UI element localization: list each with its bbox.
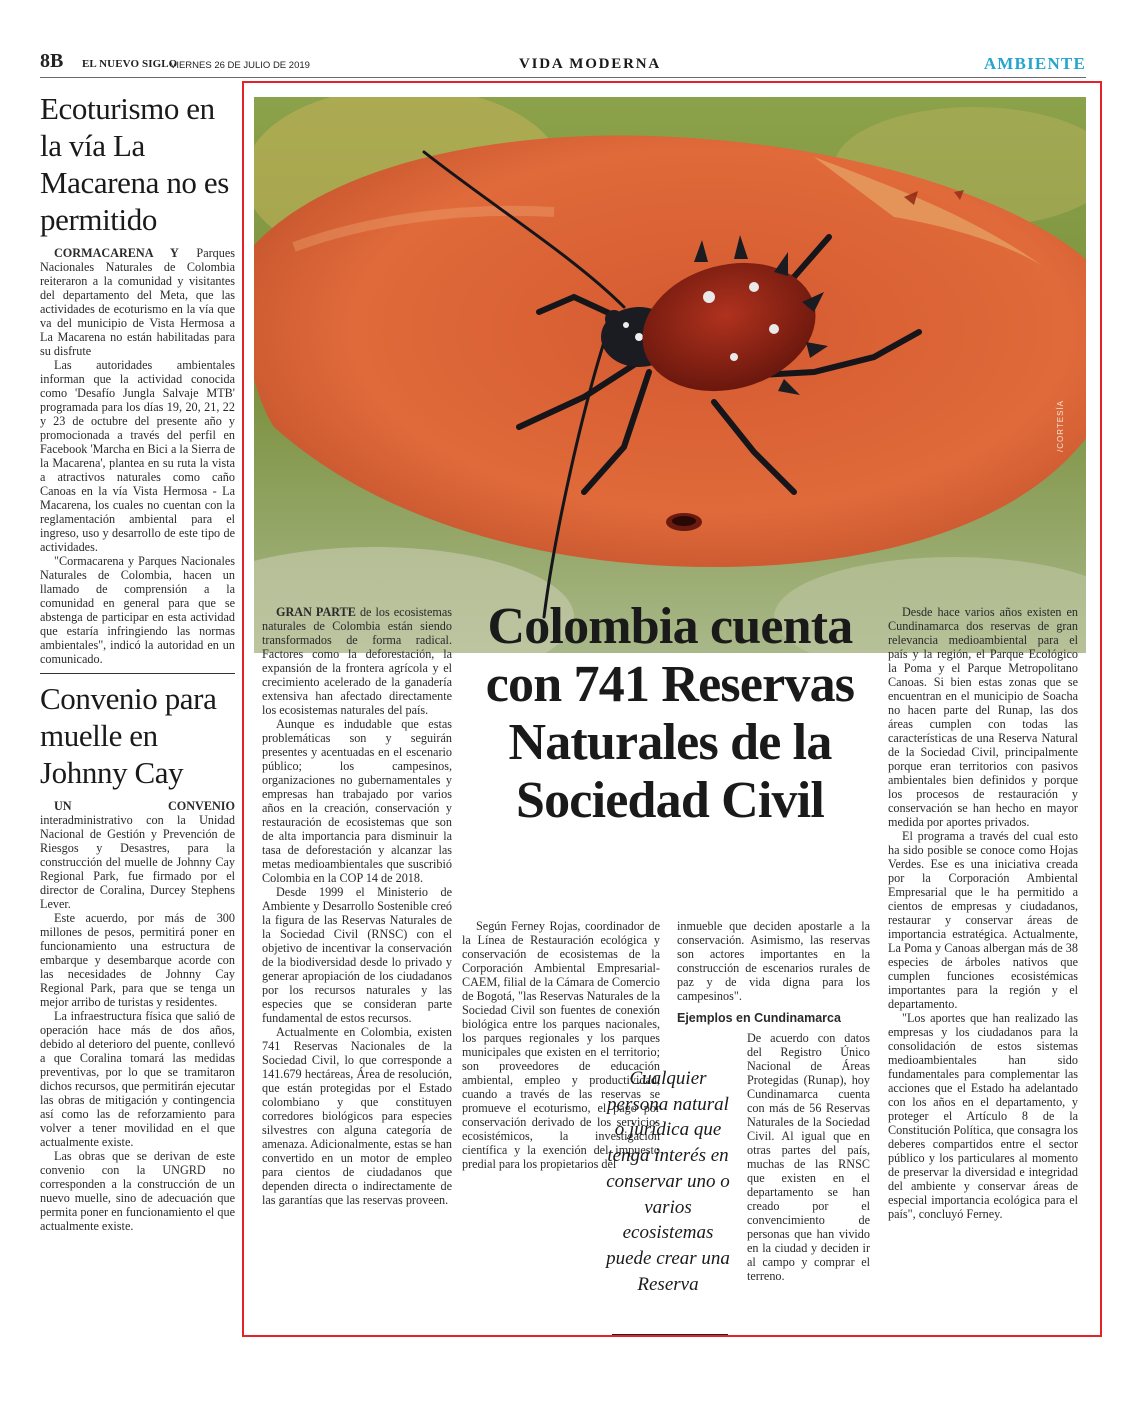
story-paragraph: inmueble que deciden apostarle a la conservación. Asimismo, las reservas son actores importantes en la construcción de escenarios rurales de paz y de vida digna para los campesinos". xyxy=(677,919,870,1003)
story-divider xyxy=(40,673,235,674)
story-paragraph: Desde 1999 el Ministerio de Ambiente y Desarrollo Sostenible creó la figura de las Reservas Naturales de la Sociedad Civil (RNSC) con el objetivo de incentivar la conservación de la biodiversidad desde lo privado y generar apropiación de los ciudadanos por los recursos naturales y las especies que se consideran parte fundamental de estos recursos. xyxy=(262,885,452,1025)
story-paragraph: El programa a través del cual esto ha sido posible se conoce como Hojas Verdes. Ese es una iniciativa creada por la Corporación Ambiental Empresarial que le ha permitido a cientos de empresas y ciudadanos, restaurar y conservar áreas de importancia estratégica. Actualmente, La Poma y Canoas albergan más de 38 especies de árboles nativos que cumplen funciones ecosistémicas importantes para la región y el departamento. xyxy=(888,829,1078,1011)
paragraph-text: Parques Nacionales Naturales de Colombia reiteraron a la comunidad y visitantes del departamento del Meta, que las actividades de ecoturismo en la vía que va del municipio de Vista Hermosa a La Macarena no están habilitadas para su disfrute xyxy=(40,246,236,358)
story-paragraph xyxy=(40,246,235,358)
story-paragraph: Este acuerdo, por más de 300 millones de pesos, permitirá poner en funcionamiento una estructura de embarque y desembarque acorde con las necesidades de Johnny Cay Regional Park, para que se tenga un mejor arribo de turistas y residentes. xyxy=(40,911,235,1009)
page-number: 8B xyxy=(40,50,64,72)
paragraph-text: de los ecosistemas naturales de Colombia están siendo transformados de forma radical. Factores como la deforestación, la expansión de la frontera agrícola y el crecimiento acelerado de la ganadería extensiva han afectado directamente los ecosistemas naturales del país. xyxy=(262,605,452,717)
pull-quote: Cualquier persona natural o jurídica que tenga interés en conservar uno o varios ecosistemas puede crear una Reserva xyxy=(606,1068,730,1295)
story-paragraph: Las obras que se derivan de este convenio con la UNGRD no corresponden a la construcción de un nuevo muelle, sino de adecuación que permita poner en funcionamiento el que actualmente existe. xyxy=(40,1149,235,1233)
issue-date: VIERNES 26 DE JULIO DE 2019 xyxy=(170,60,310,71)
masthead xyxy=(40,52,1086,78)
lead-in: UN CONVENIO xyxy=(54,799,235,813)
pull-quote-rule xyxy=(612,1334,728,1335)
story-paragraph: Actualmente en Colombia, existen 741 Reservas Nacionales de la Sociedad Civil, lo que corresponde a 141.679 hectáreas, Área de resolución, que están protegidas por el Estado colombiano y que constituyen corredores biológicos para especies silvestres con alguna categoría de amenaza. Adicionalmente, estas se han convertido en un motor de empleo para cientos de ciudadanos que dependen directa o indirectamente de las garantías que las reservas proveen. xyxy=(262,1025,452,1207)
story-paragraph: "Los aportes que han realizado las empresas y los ciudadanos para la consolidación de estos sistemas medioambientales han sido fundamentales para complementar las acciones que el Estado ha adelantado con los años en el departamento, y proteger el Artículo 8 de la Constitución Política, que consagra los deberes compartidos entre el sector público y los particulares al momento de preservar la diversidad e integridad del ambiente y conservar áreas de especial importancia ecológica para el país", concluyó Ferney. xyxy=(888,1011,1078,1221)
story-paragraph: Según Ferney Rojas, coordinador de la Línea de Restauración ecológica y conservación de ecosistemas de la Corporación Ambiental Empresarial- CAEM, filial de la Cámara de Comercio de Bogotá, "las Reservas Naturales de la Sociedad Civil son fuentes de conexión biológica entre los parques nacionales, los parques regionales y los parques municipales que existen en el territorio; son proveedores de educación ambiental, empleo y productividad, cuando a través de las reservas se promueve el ecoturismo, el pago por conservación derivado de los servicios ecosistémicos, la investigación científica y la exención del impuesto predial para los propietarios del xyxy=(462,919,660,1171)
lead-in: GRAN PARTE xyxy=(276,605,356,619)
insect-photo xyxy=(254,97,1086,653)
paragraph-text: interadministrativo con la Unidad Nacional de Gestión y Prevención de Riesgos y Desastres, para la construcción del muelle de Johnny Cay Regional Park, fue firmado por el director de Coralina, Durcey Stephens Lever. xyxy=(40,813,235,911)
lead-in: CORMACARENA Y xyxy=(54,246,179,260)
feature-headline: Colombia cuenta con 741 Reservas Naturales de la Sociedad Civil xyxy=(485,598,855,829)
article-subhead: Ejemplos en Cundinamarca xyxy=(677,1011,841,1025)
newspaper-name: EL NUEVO SIGLO xyxy=(82,58,178,70)
story-paragraph: Desde hace varios años existen en Cundinamarca dos reservas de gran relevancia medioambiental para el país y la región, el Parque Ecológico la Poma y el Parque Metropolitano Canoas. Si bien estas zonas que se encuentran en el municipio de Soacha no hacen parte del Runap, las dos áreas cumplen con todas las características de una Reserva Natural de la Sociedad Civil, principalmente porque eran territorios con pasivos ambientales bien definidos y porque los procesos de restauración y conservación se han hecho en mayor medida por aportes privados. xyxy=(888,605,1078,829)
story-paragraph: Las autoridades ambientales informan que la actividad conocida como 'Desafío Jungla Salvaje MTB' programada para los días 19, 20, 21, 22 y 23 de octubre del presente año y promocionada a través del perfil en Facebook 'Marcha en Bici a la Sierra de la Macarena', plantea en su ruta la vista a atractivos naturales como caño Canoas en la vía Vista Hermosa - La Macarena, los cuales no cuentan con la reglamentación ambiental para el ingreso, uso y desarrollo de este tipo de actividades. xyxy=(40,358,235,554)
section-tag: AMBIENTE xyxy=(983,54,1086,73)
story-title: Convenio para muelle en Johnny Cay xyxy=(40,681,217,790)
article-column-4 xyxy=(888,605,1078,1221)
sidebar xyxy=(40,90,235,1233)
article-column-1 xyxy=(262,605,452,1207)
photo-credit: /CORTESÍA xyxy=(1056,400,1065,452)
story-paragraph: La infraestructura física que salió de operación hace más de dos años, debido al deterioro del puente, conllevó a que Coralina tomará las medidas preventivas, por lo que se tramitaron dichos recursos, que permitirán ejecutar las obras de mitigación y contingencia así como las de reforzamiento para volver a tener movilidad en el que actualmente existe. xyxy=(40,1009,235,1149)
story-paragraph: "Cormacarena y Parques Nacionales Naturales de Colombia, hacen un llamado de comprensión a la comunidad en general para que se abstenga de participar en esta actividad que estaría infringiendo las normas ambientales", indicó la autoridad en un comunicado. xyxy=(40,554,235,666)
story-body xyxy=(40,246,235,666)
story-body xyxy=(40,799,235,1233)
story-title: Ecoturismo en la vía La Macarena no es permitido xyxy=(40,91,229,237)
section-title: VIDA MODERNA xyxy=(518,56,662,72)
story-paragraph: Aunque es indudable que estas problemáticas son y seguirán presentes y acentuadas en el escenario público; los campesinos, organizaciones no gubernamentales y empresas han trabajado por varios años en la creación, conservación y restauración de ecosistemas que son de alta importancia para disminuir la tasa de deforestación y alcanzar las metas medioambientales que suscribió Colombia en la COP 14 de 2018. xyxy=(262,717,452,885)
story-paragraph xyxy=(40,799,235,911)
story-paragraph xyxy=(262,605,452,717)
story-paragraph: De acuerdo con datos del Registro Único Nacional de Áreas Protegidas (Runap), hoy Cundinamarca cuenta con más de 56 Reservas Naturales de la Sociedad Civil. Al igual que en otras partes del país, muchas de las RNSC que existen en el departamento se han creado por el convencimiento de personas que han vivido en la ciudad y deciden ir al campo y comprar el terreno. xyxy=(747,1031,870,1283)
